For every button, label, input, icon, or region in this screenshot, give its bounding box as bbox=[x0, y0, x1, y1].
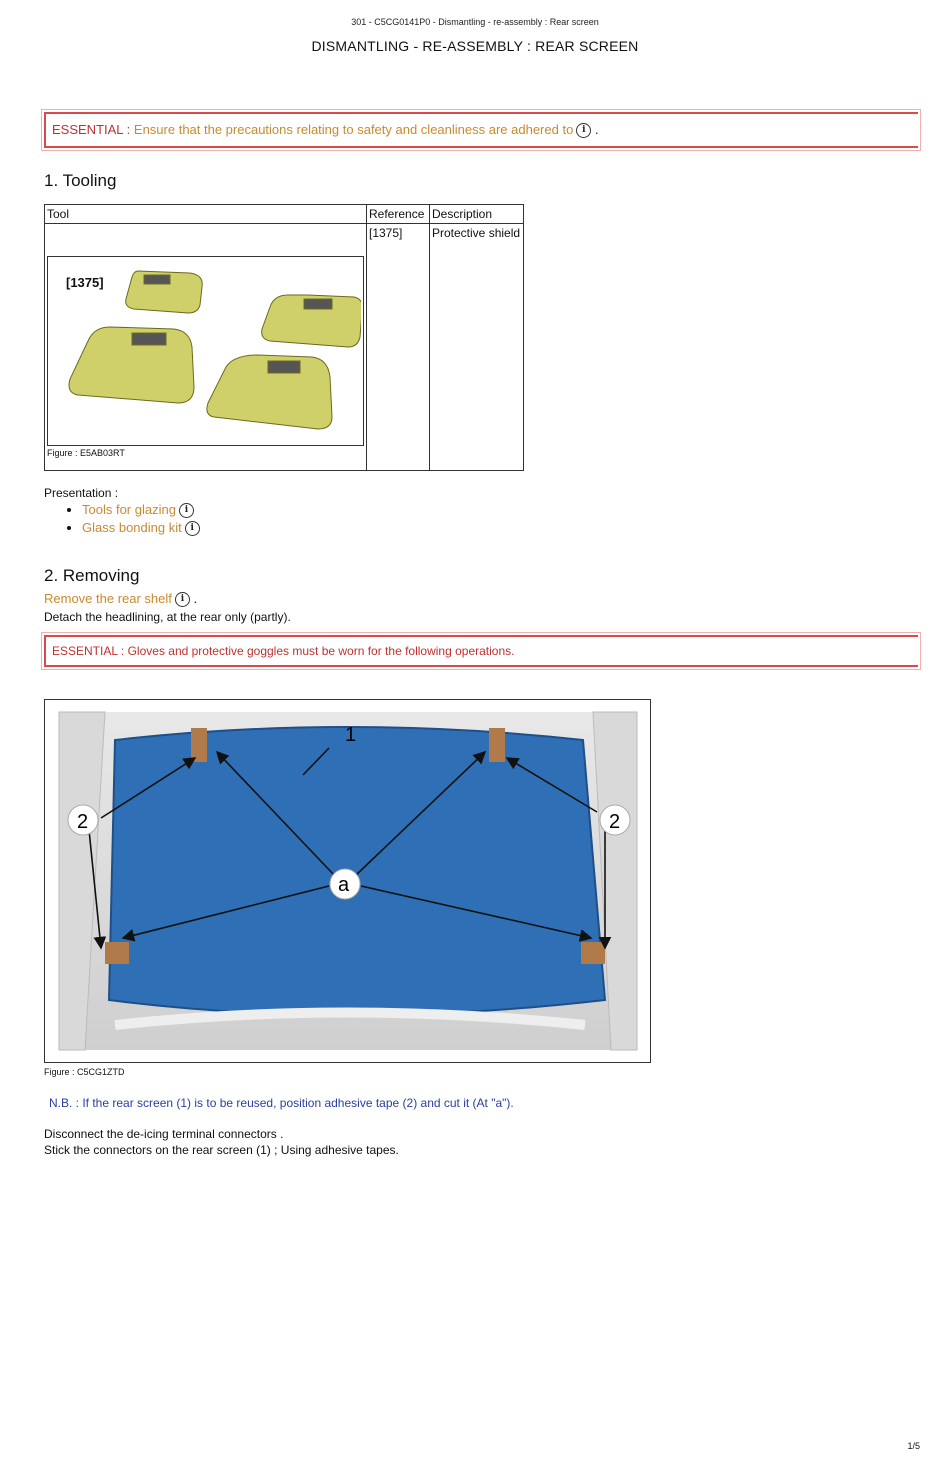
link-tools-for-glazing[interactable]: Tools for glazing bbox=[82, 502, 176, 517]
column-header-description: Description bbox=[430, 205, 524, 224]
step-disconnect: Disconnect the de-icing terminal connectors . bbox=[44, 1127, 284, 1141]
rear-screen-illustration bbox=[45, 700, 650, 1062]
callout-2-right: 2 bbox=[609, 811, 621, 833]
section-heading-tooling: 1. Tooling bbox=[44, 171, 117, 190]
list-item bbox=[82, 520, 200, 536]
removal-step-headlining: Detach the headlining, at the rear only (partly). bbox=[44, 610, 291, 624]
figure-caption: Figure : C5CG1ZTD bbox=[44, 1067, 125, 1077]
column-header-reference: Reference bbox=[367, 205, 430, 224]
link-suffix: . bbox=[193, 591, 198, 606]
info-icon[interactable]: i bbox=[179, 503, 194, 518]
callout-1: 1 bbox=[345, 724, 357, 746]
step-stick-connectors: Stick the connectors on the rear screen (1) ; Using adhesive tapes. bbox=[44, 1143, 399, 1157]
reference-cell: [1375] bbox=[367, 224, 430, 471]
document-title: DISMANTLING - RE-ASSEMBLY : REAR SCREEN bbox=[311, 38, 639, 54]
list-item bbox=[82, 502, 200, 518]
essential-notice-safety bbox=[44, 112, 918, 148]
protective-shields-illustration bbox=[48, 257, 361, 443]
tool-cell bbox=[45, 224, 367, 471]
removal-step-link-line bbox=[44, 591, 197, 607]
page-header: 301 - C5CG0141P0 - Dismantling - re-assembly : Rear screen bbox=[351, 17, 599, 27]
essential-text: Gloves and protective goggles must be worn for the following operations. bbox=[127, 644, 515, 658]
presentation-list bbox=[44, 500, 200, 538]
callout-2-left: 2 bbox=[77, 811, 89, 833]
rear-screen-figure bbox=[44, 699, 651, 1063]
link-remove-rear-shelf[interactable]: Remove the rear shelf bbox=[44, 591, 172, 606]
figure-caption: Figure : E5AB03RT bbox=[47, 448, 125, 458]
link-glass-bonding-kit[interactable]: Glass bonding kit bbox=[82, 520, 182, 535]
info-icon[interactable]: i bbox=[175, 592, 190, 607]
section-heading-removing: 2. Removing bbox=[44, 566, 140, 585]
presentation-label: Presentation : bbox=[44, 486, 119, 500]
essential-notice-gloves bbox=[44, 635, 918, 667]
nb-note: N.B. : If the rear screen (1) is to be reused, position adhesive tape (2) and cut it (At "a"). bbox=[49, 1096, 514, 1110]
callout-a: a bbox=[338, 874, 350, 896]
essential-suffix: . bbox=[594, 122, 599, 137]
tool-figure bbox=[47, 256, 364, 446]
figure-label: [1375] bbox=[66, 275, 104, 290]
essential-label: ESSENTIAL : bbox=[52, 122, 131, 137]
page-number: 1/5 bbox=[907, 1441, 920, 1451]
info-icon[interactable]: i bbox=[576, 123, 591, 138]
description-cell: Protective shield bbox=[430, 224, 524, 471]
info-icon[interactable]: i bbox=[185, 521, 200, 536]
tooling-table bbox=[44, 204, 524, 471]
table-row bbox=[45, 224, 524, 471]
column-header-tool: Tool bbox=[45, 205, 367, 224]
essential-label: ESSENTIAL : bbox=[52, 644, 125, 658]
essential-text: Ensure that the precautions relating to safety and cleanliness are adhered to bbox=[133, 122, 574, 137]
